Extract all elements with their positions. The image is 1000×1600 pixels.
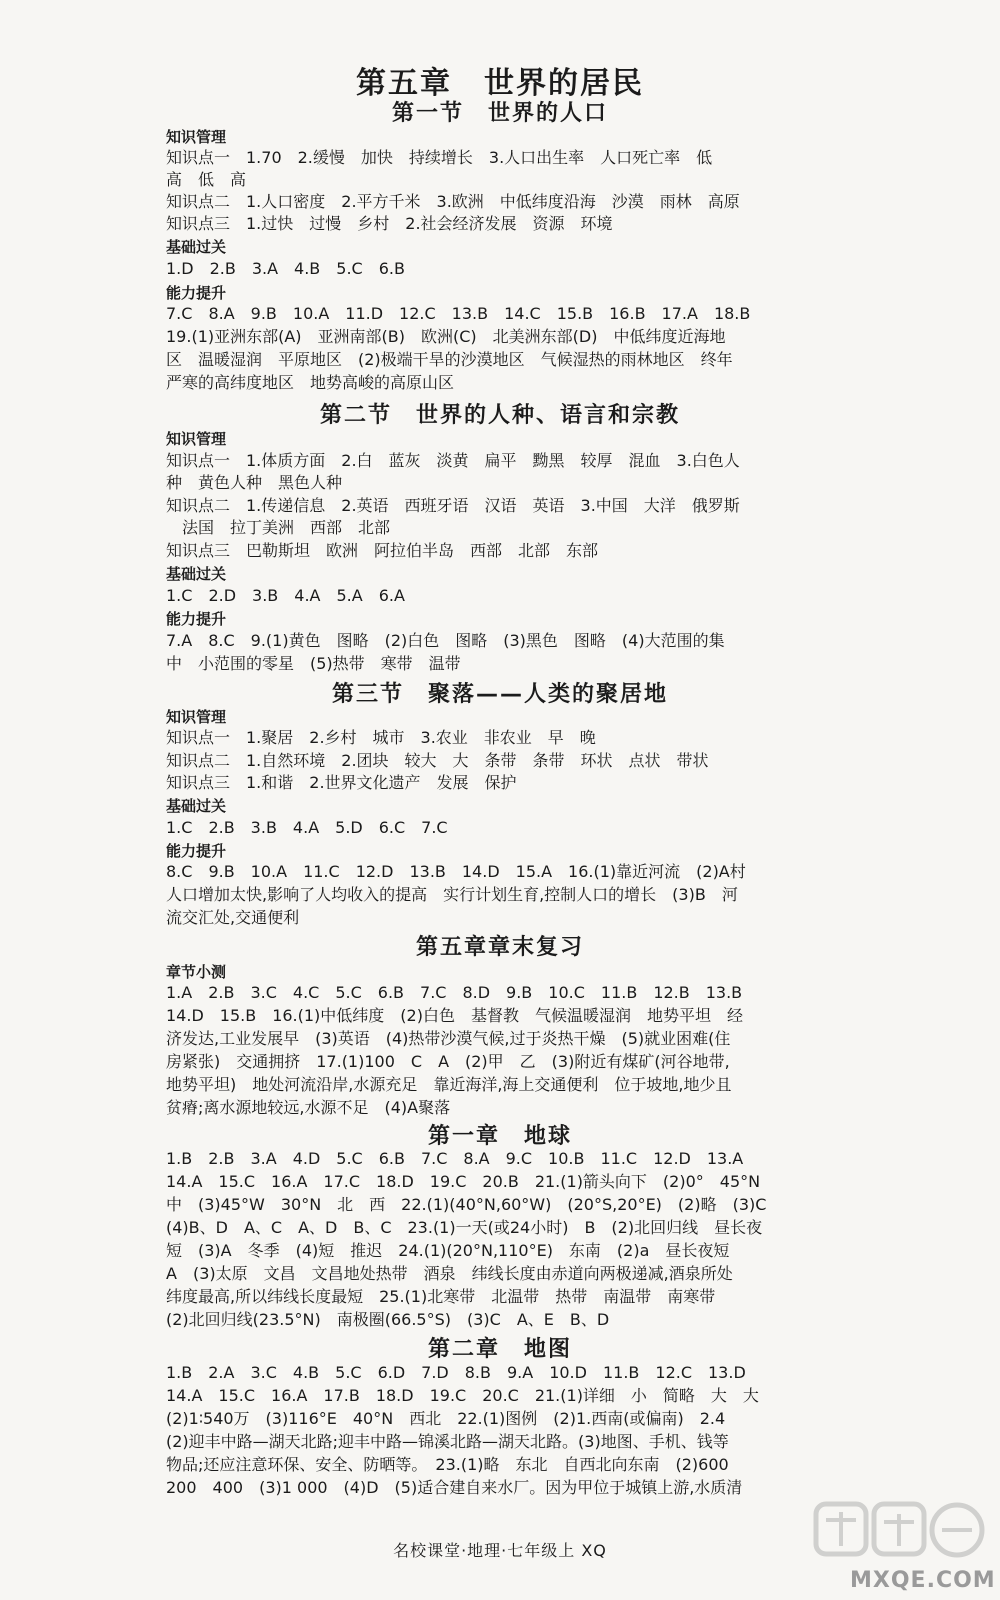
text-line: 1.D 2.B 3.A 4.B 5.C 6.B <box>166 259 405 278</box>
text-line: 知识点二 1.人口密度 2.平方千米 3.欧洲 中低纬度沿海 沙漠 雨林 高原 <box>166 192 740 211</box>
text-line: 高 低 高 <box>166 170 247 189</box>
text-line: (2)1∶540万 (3)116°E 40°N 西北 22.(1)图例 (2)1.西南(或偏南) 2.4 <box>166 1409 726 1428</box>
section-1-title: 第一节 世界的人口 <box>391 101 608 126</box>
text-line: 济发达,工业发展早 (3)英语 (4)热带沙漠气候,过于炎热干燥 (5)就业困难(住 <box>166 1029 731 1048</box>
section-3-title: 第三节 聚落——人类的聚居地 <box>331 682 668 707</box>
text-line: 物品;还应注意环保、安全、防晒等。 23.(1)略 东北 自西北向东南 (2)600 <box>166 1455 729 1474</box>
section-2-ability-label: 能力提升 <box>166 610 227 628</box>
text-line: (2)迎丰中路—湖天北路;迎丰中路—锦溪北路—湖天北路。(3)地图、手机、钱等 <box>166 1432 729 1451</box>
text-line: 地势平坦) 地处河流沿岸,水源充足 靠近海洋,海上交通便利 位于坡地,地少且 <box>166 1075 732 1094</box>
text-line: 14.A 15.C 16.A 17.C 18.D 19.C 20.B 21.(1)箭头向下 (2)0° 45°N <box>166 1172 761 1191</box>
text-line: 人口增加太快,影响了人均收入的提高 实行计划生育,控制人口的增长 (3)B 河 <box>166 885 738 904</box>
section-2-knowledge-label: 知识管理 <box>166 430 227 448</box>
text-line: 1.B 2.B 3.A 4.D 5.C 6.B 7.C 8.A 9.C 10.B 11.C 12.D 13.A <box>166 1149 744 1168</box>
text-line: 知识点一 1.70 2.缓慢 加快 持续增长 3.人口出生率 人口死亡率 低 <box>166 148 713 167</box>
text-line: 知识点三 1.过快 过慢 乡村 2.社会经济发展 资源 环境 <box>166 214 613 233</box>
text-line: 200 400 (3)1 000 (4)D (5)适合建自来水厂。因为甲位于城镇上游,水质清 <box>166 1478 743 1497</box>
text-line: 7.A 8.C 9.(1)黄色 图略 (2)白色 图略 (3)黑色 图略 (4)大范围的集 <box>166 631 725 650</box>
text-line: 14.A 15.C 16.A 17.B 18.D 19.C 20.C 21.(1)详细 小 简略 大 大 <box>166 1386 759 1405</box>
text-line: 中 小范围的零星 (5)热带 寒带 温带 <box>166 654 461 673</box>
text-line: 1.C 2.B 3.B 4.A 5.D 6.C 7.C <box>166 818 448 837</box>
text-line: 知识点二 1.自然环境 2.团块 较大 大 条带 条带 环状 点状 带状 <box>166 751 709 770</box>
section-3-knowledge-label: 知识管理 <box>166 708 227 726</box>
text-line: (2)北回归线(23.5°N) 南极圈(66.5°S) (3)C A、E B、D <box>166 1310 610 1329</box>
watermark-text: MXQE.COM <box>850 1568 996 1593</box>
text-line: 1.A 2.B 3.C 4.C 5.C 6.B 7.C 8.D 9.B 10.C 11.B 12.B 13.B <box>166 983 743 1002</box>
section-2-title: 第二节 世界的人种、语言和宗教 <box>319 403 680 428</box>
text-line: 纬度最高,所以纬线长度最短 25.(1)北寒带 北温带 热带 南温带 南寒带 <box>166 1287 716 1306</box>
chapter-5-review-title: 第五章章末复习 <box>415 935 584 960</box>
text-line: 中 (3)45°W 30°N 北 西 22.(1)(40°N,60°W) (20°S,20°E) (2)略 (3)C <box>166 1195 767 1214</box>
text-line: 1.B 2.A 3.C 4.B 5.C 6.D 7.D 8.B 9.A 10.D 11.B 12.C 13.D <box>166 1363 746 1382</box>
text-line: 流交汇处,交通便利 <box>166 908 300 927</box>
text-line: 7.C 8.A 9.B 10.A 11.D 12.C 13.B 14.C 15.B 16.B 17.A 18.B <box>166 304 751 323</box>
section-1-basic-label: 基础过关 <box>166 238 227 256</box>
text-line: 种 黄色人种 黑色人种 <box>166 473 343 492</box>
page-footer: 名校课堂·地理·七年级上 XQ <box>393 1541 607 1560</box>
section-3-basic-label: 基础过关 <box>166 797 227 815</box>
section-2-basic-label: 基础过关 <box>166 565 227 583</box>
text-line: 法国 拉丁美洲 西部 北部 <box>166 518 391 537</box>
text-line: 短 (3)A 冬季 (4)短 推迟 24.(1)(20°N,110°E) 东南 (2)a 昼长夜短 <box>166 1241 730 1260</box>
chapter-5-title: 第五章 世界的居民 <box>356 66 644 101</box>
section-1-knowledge-label: 知识管理 <box>166 128 227 146</box>
chapter-1-title: 第一章 地球 <box>427 1124 572 1149</box>
text-line: 贫瘠;离水源地较远,水源不足 (4)A聚落 <box>166 1098 451 1117</box>
text-line: 严寒的高纬度地区 地势高峻的高原山区 <box>166 373 455 392</box>
text-line: 知识点二 1.传递信息 2.英语 西班牙语 汉语 英语 3.中国 大洋 俄罗斯 <box>166 496 740 515</box>
text-line: 14.D 15.B 16.(1)中低纬度 (2)白色 基督教 气候温暖湿润 地势平坦 经 <box>166 1006 743 1025</box>
chapter-test-label: 章节小测 <box>166 963 227 981</box>
text-line: 1.C 2.D 3.B 4.A 5.A 6.A <box>166 586 405 605</box>
section-3-ability-label: 能力提升 <box>166 842 227 860</box>
text-line: (4)B、D A、C A、D B、C 23.(1)一天(或24小时) B (2)北回归线 昼长夜 <box>166 1218 763 1237</box>
text-line: 知识点三 1.和谐 2.世界文化遗产 发展 保护 <box>166 773 517 792</box>
text-line: 房紧张) 交通拥挤 17.(1)100 C A (2)甲 乙 (3)附近有煤矿(河谷地带, <box>166 1052 730 1071</box>
text-line: 知识点一 1.聚居 2.乡村 城市 3.农业 非农业 早 晚 <box>166 728 596 747</box>
text-line: 19.(1)亚洲东部(A) 亚洲南部(B) 欧洲(C) 北美洲东部(D) 中低纬度近海地 <box>166 327 726 346</box>
text-line: 8.C 9.B 10.A 11.C 12.D 13.B 14.D 15.A 16.(1)靠近河流 (2)A村 <box>166 862 746 881</box>
text-line: A (3)太原 文昌 文昌地处热带 酒泉 纬线长度由赤道向两极递减,酒泉所处 <box>166 1264 733 1283</box>
text-line: 区 温暖湿润 平原地区 (2)极端干旱的沙漠地区 气候湿热的雨林地区 终年 <box>166 350 733 369</box>
section-1-ability-label: 能力提升 <box>166 284 227 302</box>
chapter-2-title: 第二章 地图 <box>427 1337 572 1362</box>
text-line: 知识点一 1.体质方面 2.白 蓝灰 淡黄 扁平 黝黑 较厚 混血 3.白色人 <box>166 451 740 470</box>
text-line: 知识点三 巴勒斯坦 欧洲 阿拉伯半岛 西部 北部 东部 <box>166 541 599 560</box>
